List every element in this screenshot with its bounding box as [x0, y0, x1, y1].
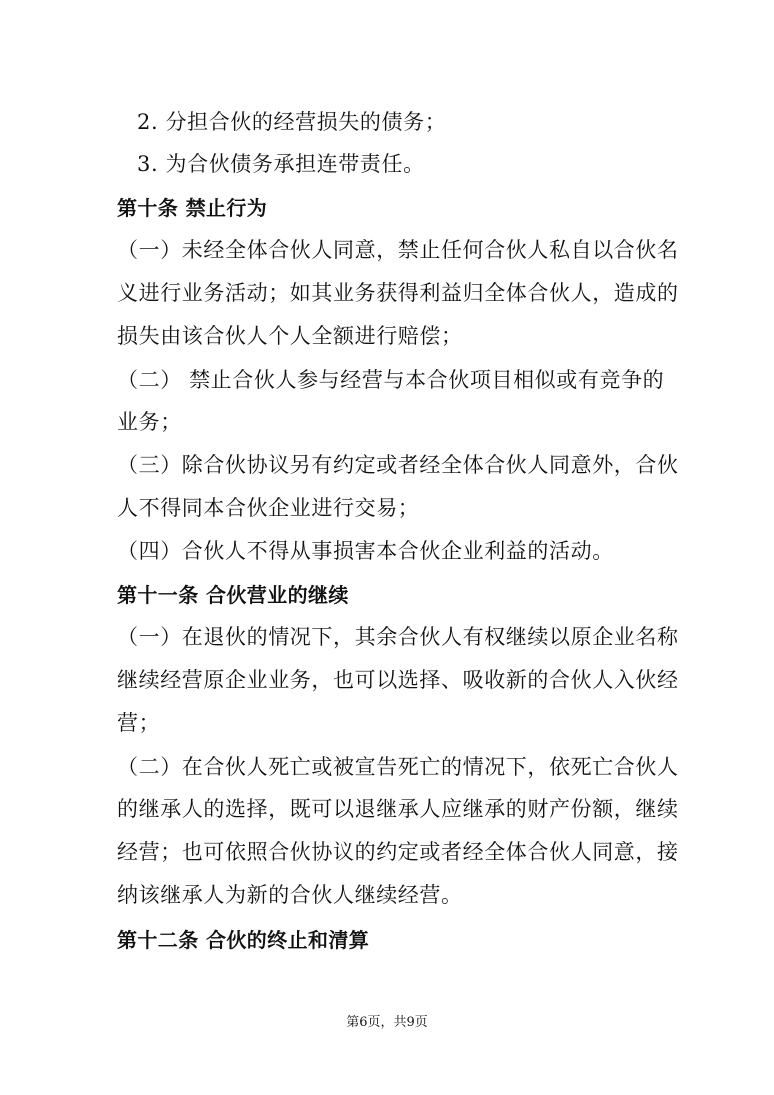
paragraph-line: （二）在合伙人死亡或被宣告死亡的情况下，依死亡合伙人	[117, 755, 679, 779]
page-footer: 第6页，共9页	[346, 1015, 428, 1030]
paragraph-line: （一）在退伙的情况下，其余合伙人有权继续以原企业名称	[117, 625, 679, 649]
paragraph-line: 业务；	[117, 410, 182, 434]
section-heading: 第十条 禁止行为	[117, 196, 268, 220]
paragraph-line: 纳该继承人为新的合伙人继续经营。	[117, 883, 463, 907]
paragraph-line: 营；	[117, 711, 161, 735]
paragraph-line: 人不得同本合伙企业进行交易；	[117, 496, 420, 520]
paragraph-line: （三）除合伙协议另有约定或者经全体合伙人同意外，合伙	[117, 453, 679, 477]
paragraph-line: （一）未经全体合伙人同意，禁止任何合伙人私自以合伙名	[117, 238, 679, 262]
section-heading: 第十一条 合伙营业的继续	[117, 583, 349, 607]
paragraph-line: 经营；也可依照合伙协议的约定或者经全体合伙人同意，接	[117, 840, 679, 864]
paragraph-line: 义进行业务活动；如其业务获得利益归全体合伙人，造成的	[117, 281, 679, 305]
paragraph-line: 继续经营原企业业务，也可以选择、吸收新的合伙人入伙经	[117, 668, 679, 692]
list-item: 3. 为合伙债务承担连带责任。	[137, 152, 425, 176]
paragraph-line: （二） 禁止合伙人参与经营与本合伙项目相似或有竞争的	[117, 368, 665, 392]
list-item: 2. 分担合伙的经营损失的债务；	[137, 110, 447, 134]
paragraph-line: （四）合伙人不得从事损害本合伙企业利益的活动。	[117, 539, 614, 563]
section-heading: 第十二条 合伙的终止和清算	[117, 928, 370, 952]
paragraph-line: 损失由该合伙人个人全额进行赔偿；	[117, 324, 463, 348]
paragraph-line: 的继承人的选择，既可以退继承人应继承的财产份额，继续	[117, 797, 679, 821]
